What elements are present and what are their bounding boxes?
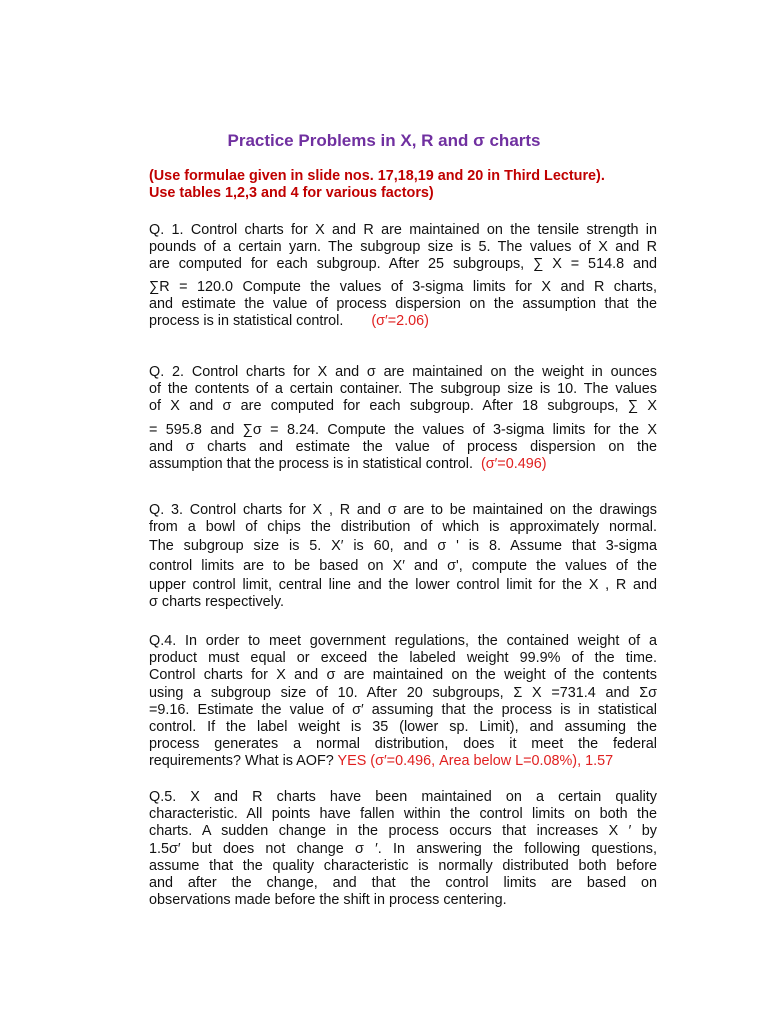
question-1 bbox=[149, 222, 657, 330]
q4-line-8: requirements? What is AOF? bbox=[149, 753, 334, 770]
q2-answer: (σ′=0.496) bbox=[480, 456, 547, 473]
q4-line-3: Control charts for X and σ are maintained on the weight of the contents bbox=[149, 667, 657, 684]
note-line-2: Use tables 1,2,3 and 4 for various factors) bbox=[149, 185, 434, 201]
q2-line-5: and σ charts and estimate the value of process dispersion on the bbox=[149, 438, 657, 455]
q5-line-7: observations made before the shift in process centering. bbox=[149, 892, 507, 909]
q2-line-1: Q. 2. Control charts for X and σ are maintained on the weight in ounces bbox=[149, 364, 657, 380]
q5-line-2: characteristic. All points have fallen within the control limits on both the bbox=[149, 806, 657, 823]
q1-line-1: Q. 1. Control charts for X and R are maintained on the tensile strength in bbox=[149, 222, 657, 238]
q3-line-1: Q. 3. Control charts for X , R and σ are to be maintained on the drawings bbox=[149, 502, 657, 518]
question-4 bbox=[149, 633, 657, 771]
note-line-1: (Use formulae given in slide nos. 17,18,19 and 20 in Third Lecture). bbox=[149, 168, 605, 184]
q4-line-6: control. If the label weight is 35 (lower sp. Limit), and assuming the bbox=[149, 719, 657, 736]
page-title: Practice Problems in X, R and σ charts bbox=[227, 131, 541, 150]
q4-line-2: product must equal or exceed the labeled weight 99.9% of the time. bbox=[149, 650, 657, 667]
q3-line-5: upper control limit, central line and the lower control limit for the X , R and bbox=[149, 576, 657, 593]
q2-line-2: of the contents of a certain container. The subgroup size is 10. The values bbox=[149, 381, 657, 398]
q1-line-4: ∑R = 120.0 Compute the values of 3-sigma limits for X and R charts, bbox=[149, 278, 657, 295]
q1-line-5: and estimate the value of process dispersion on the assumption that the bbox=[149, 295, 657, 312]
q4-line-5: =9.16. Estimate the value of σ′ assuming that the process is in statistical bbox=[149, 701, 657, 718]
q3-line-4: control limits are to be based on X′ and σ', compute the values of the bbox=[149, 557, 657, 574]
q1-line-2: pounds of a certain yarn. The subgroup size is 5. The values of X and R bbox=[149, 239, 657, 256]
q4-answer: YES (σ′=0.496, Area below L=0.08%), 1.57 bbox=[337, 753, 614, 770]
q2-line-4: = 595.8 and ∑σ = 8.24. Compute the values of 3-sigma limits for the X bbox=[149, 421, 657, 438]
question-2 bbox=[149, 364, 657, 473]
q4-line-4: using a subgroup size of 10. After 20 subgroups, Σ X =731.4 and Σσ bbox=[149, 684, 657, 701]
q4-line-1: Q.4. In order to meet government regulations, the contained weight of a bbox=[149, 633, 657, 649]
q5-line-5: assume that the quality characteristic is normally distributed both before bbox=[149, 857, 657, 874]
q1-line-6: process is in statistical control. bbox=[149, 313, 344, 330]
q3-line-6: σ charts respectively. bbox=[149, 594, 284, 611]
q1-answer: (σ′=2.06) bbox=[371, 313, 429, 330]
q2-line-3: of X and σ are computed for each subgroup. After 18 subgroups, ∑ X bbox=[149, 398, 657, 415]
q1-line-3: are computed for each subgroup. After 25 subgroups, ∑ X = 514.8 and bbox=[149, 256, 657, 273]
q5-line-4: 1.5σ′ but does not change σ ′. In answering the following questions, bbox=[149, 840, 657, 857]
question-3 bbox=[149, 502, 657, 611]
q3-line-3: The subgroup size is 5. X′ is 60, and σ ' is 8. Assume that 3-sigma bbox=[149, 538, 657, 555]
instructions-note bbox=[149, 168, 669, 202]
q5-line-1: Q.5. X and R charts have been maintained on a certain quality bbox=[149, 789, 657, 805]
q5-line-6: and after the change, and that the control limits are based on bbox=[149, 875, 657, 892]
q4-line-7: process generates a normal distribution, does it meet the federal bbox=[149, 736, 657, 753]
q5-line-3: charts. A sudden change in the process occurs that increases X ′ by bbox=[149, 823, 657, 840]
q3-line-2: from a bowl of chips the distribution of which is approximately normal. bbox=[149, 519, 657, 536]
q2-line-6: assumption that the process is in statistical control. bbox=[149, 456, 473, 473]
question-5 bbox=[149, 789, 657, 909]
